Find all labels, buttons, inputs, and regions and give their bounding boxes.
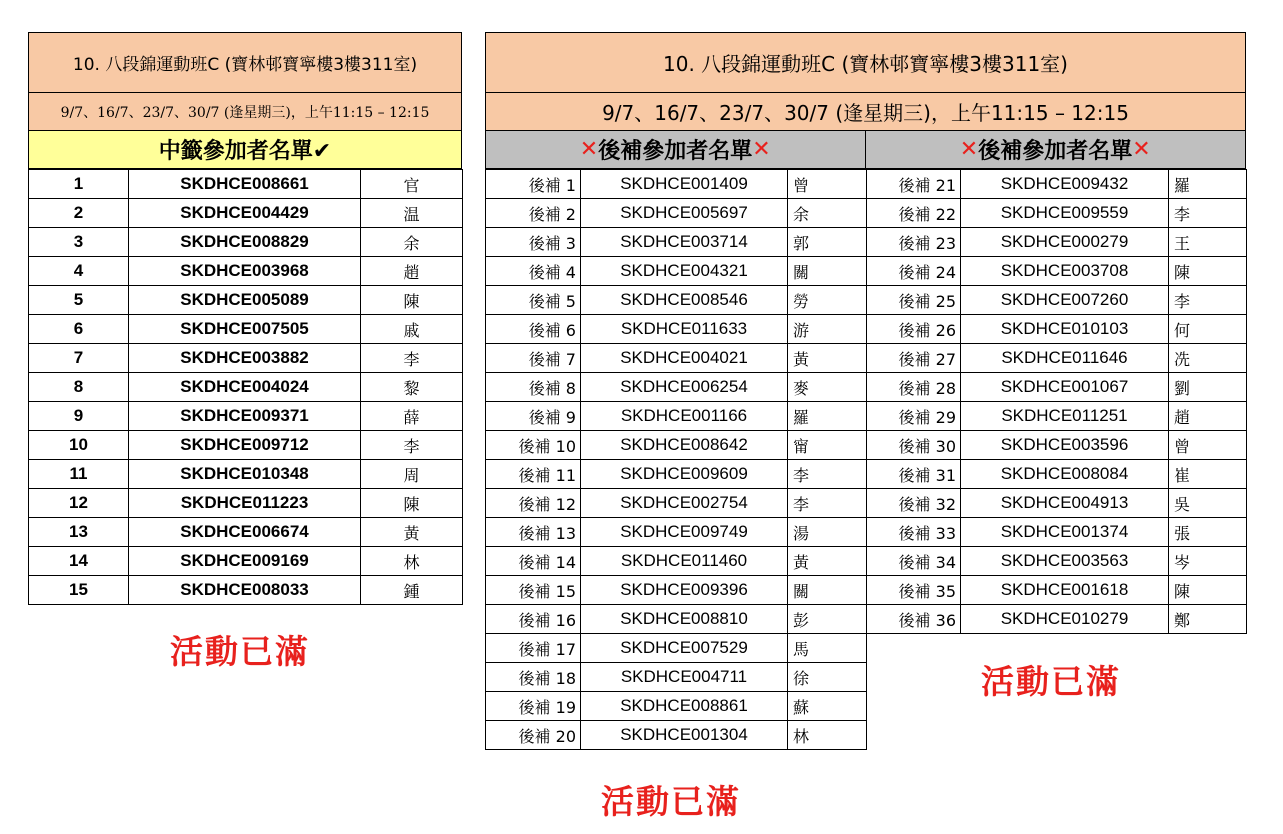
cell-code: SKDHCE008084	[961, 460, 1169, 489]
cell-label: 後補 3	[486, 228, 581, 257]
cell-label: 後補 21	[867, 170, 961, 199]
cell-code: SKDHCE011646	[961, 344, 1169, 373]
class-title-right: 10. 八段錦運動班C (寶林邨寶寧樓3樓311室)	[485, 32, 1246, 93]
cell-name: 關	[788, 257, 867, 286]
cross-icon: ✕	[579, 137, 599, 162]
cross-icon: ✕	[1132, 137, 1151, 162]
table-row	[486, 373, 867, 402]
cell-name: 湯	[788, 518, 867, 547]
cell-code: SKDHCE009169	[129, 547, 361, 576]
cell-no: 8	[29, 373, 129, 402]
cell-code: SKDHCE001618	[961, 576, 1169, 605]
cell-code: SKDHCE001409	[581, 170, 788, 199]
cell-label: 後補 2	[486, 199, 581, 228]
cell-name: 麥	[788, 373, 867, 402]
cell-name: 趙	[1169, 402, 1247, 431]
cell-code: SKDHCE006674	[129, 518, 361, 547]
cell-name: 陳	[361, 489, 463, 518]
full-notice-right: 活動已滿	[981, 662, 1121, 701]
cell-name: 李	[1169, 199, 1247, 228]
cell-label: 後補 22	[867, 199, 961, 228]
cell-name: 黎	[361, 373, 463, 402]
cell-code: SKDHCE009371	[129, 402, 361, 431]
cell-no: 4	[29, 257, 129, 286]
cell-code: SKDHCE008861	[581, 692, 788, 721]
table-row	[486, 518, 867, 547]
table-row	[867, 344, 1247, 373]
cell-name: 徐	[788, 663, 867, 692]
cell-name: 彭	[788, 605, 867, 634]
cell-name: 李	[788, 489, 867, 518]
cell-label: 後補 5	[486, 286, 581, 315]
cell-code: SKDHCE001067	[961, 373, 1169, 402]
table-row	[29, 257, 463, 286]
cell-no: 10	[29, 431, 129, 460]
table-row	[867, 199, 1247, 228]
table-row	[29, 489, 463, 518]
cell-label: 後補 19	[486, 692, 581, 721]
winners-heading: 中籤參加者名單✔	[28, 131, 462, 169]
table-row	[867, 315, 1247, 344]
waitlist-table-b	[866, 169, 1247, 634]
cell-label: 後補 18	[486, 663, 581, 692]
table-row	[29, 431, 463, 460]
table-row	[486, 228, 867, 257]
table-row	[486, 489, 867, 518]
cell-name: 羅	[788, 402, 867, 431]
table-row	[29, 199, 463, 228]
winners-panel	[28, 32, 462, 605]
cell-code: SKDHCE000279	[961, 228, 1169, 257]
cross-icon: ✕	[752, 137, 771, 162]
cell-label: 後補 12	[486, 489, 581, 518]
cell-name: 崔	[1169, 460, 1247, 489]
cell-no: 5	[29, 286, 129, 315]
cell-name: 黃	[788, 547, 867, 576]
cell-name: 關	[788, 576, 867, 605]
cell-label: 後補 11	[486, 460, 581, 489]
cell-label: 後補 17	[486, 634, 581, 663]
cell-name: 薛	[361, 402, 463, 431]
table-row	[867, 257, 1247, 286]
waitlist-heading-a: ✕ 後補參加者名單 ✕	[485, 131, 866, 169]
cell-code: SKDHCE003708	[961, 257, 1169, 286]
cell-name: 蘇	[788, 692, 867, 721]
cell-code: SKDHCE010103	[961, 315, 1169, 344]
cell-no: 12	[29, 489, 129, 518]
cell-code: SKDHCE008642	[581, 431, 788, 460]
cell-name: 游	[788, 315, 867, 344]
table-row	[867, 373, 1247, 402]
cell-no: 11	[29, 460, 129, 489]
cell-name: 黃	[788, 344, 867, 373]
cell-code: SKDHCE004021	[581, 344, 788, 373]
table-row	[486, 286, 867, 315]
table-row	[867, 489, 1247, 518]
table-row	[29, 344, 463, 373]
cell-no: 3	[29, 228, 129, 257]
cell-code: SKDHCE007260	[961, 286, 1169, 315]
cell-name: 李	[361, 344, 463, 373]
table-row	[867, 286, 1247, 315]
cell-label: 後補 35	[867, 576, 961, 605]
cell-name: 周	[361, 460, 463, 489]
cell-code: SKDHCE001166	[581, 402, 788, 431]
cell-name: 温	[361, 199, 463, 228]
cell-label: 後補 15	[486, 576, 581, 605]
cell-code: SKDHCE001304	[581, 721, 788, 750]
cell-label: 後補 1	[486, 170, 581, 199]
table-row	[486, 257, 867, 286]
cell-name: 李	[1169, 286, 1247, 315]
table-row	[29, 547, 463, 576]
cell-name: 劉	[1169, 373, 1247, 402]
cell-code: SKDHCE009749	[581, 518, 788, 547]
cell-code: SKDHCE005089	[129, 286, 361, 315]
cell-code: SKDHCE009609	[581, 460, 788, 489]
cell-name: 甯	[788, 431, 867, 460]
cell-label: 後補 6	[486, 315, 581, 344]
cell-label: 後補 26	[867, 315, 961, 344]
table-row	[29, 373, 463, 402]
cell-label: 後補 20	[486, 721, 581, 750]
cell-name: 李	[361, 431, 463, 460]
cell-label: 後補 36	[867, 605, 961, 634]
cell-name: 趙	[361, 257, 463, 286]
full-notice-mid: 活動已滿	[601, 782, 741, 821]
cell-label: 後補 33	[867, 518, 961, 547]
table-row	[867, 576, 1247, 605]
cell-no: 13	[29, 518, 129, 547]
cell-code: SKDHCE005697	[581, 199, 788, 228]
cell-label: 後補 13	[486, 518, 581, 547]
cell-code: SKDHCE004024	[129, 373, 361, 402]
class-schedule: 9/7、16/7、23/7、30/7 (逢星期三)，上午11:15 – 12:15	[28, 93, 462, 131]
cell-name: 李	[788, 460, 867, 489]
cell-code: SKDHCE004711	[581, 663, 788, 692]
table-row	[486, 199, 867, 228]
table-row	[486, 721, 867, 750]
table-row	[486, 547, 867, 576]
cell-code: SKDHCE007505	[129, 315, 361, 344]
table-row	[486, 431, 867, 460]
cell-name: 鍾	[361, 576, 463, 605]
table-row	[486, 692, 867, 721]
cell-code: SKDHCE002754	[581, 489, 788, 518]
cell-code: SKDHCE003968	[129, 257, 361, 286]
cell-name: 陳	[1169, 257, 1247, 286]
cell-name: 羅	[1169, 170, 1247, 199]
waitlist-table-a	[485, 169, 867, 750]
cross-icon: ✕	[959, 137, 979, 162]
class-schedule-right: 9/7、16/7、23/7、30/7 (逢星期三)，上午11:15 – 12:15	[485, 93, 1246, 131]
cell-label: 後補 32	[867, 489, 961, 518]
cell-no: 14	[29, 547, 129, 576]
table-row	[867, 431, 1247, 460]
cell-label: 後補 24	[867, 257, 961, 286]
waitlist-heading-b: ✕ 後補參加者名單 ✕	[866, 131, 1247, 169]
cell-name: 曾	[1169, 431, 1247, 460]
cell-label: 後補 30	[867, 431, 961, 460]
cell-name: 余	[361, 228, 463, 257]
cell-code: SKDHCE003596	[961, 431, 1169, 460]
table-row	[29, 576, 463, 605]
cell-name: 張	[1169, 518, 1247, 547]
cell-label: 後補 34	[867, 547, 961, 576]
table-row	[29, 315, 463, 344]
cell-no: 2	[29, 199, 129, 228]
table-row	[867, 228, 1247, 257]
cell-name: 黃	[361, 518, 463, 547]
cell-code: SKDHCE006254	[581, 373, 788, 402]
cell-no: 9	[29, 402, 129, 431]
cell-code: SKDHCE008033	[129, 576, 361, 605]
cell-name: 王	[1169, 228, 1247, 257]
cell-name: 郭	[788, 228, 867, 257]
cell-label: 後補 16	[486, 605, 581, 634]
cell-name: 林	[361, 547, 463, 576]
cell-name: 戚	[361, 315, 463, 344]
cell-label: 後補 14	[486, 547, 581, 576]
cell-name: 陳	[1169, 576, 1247, 605]
table-row	[867, 170, 1247, 199]
cell-code: SKDHCE003882	[129, 344, 361, 373]
cell-label: 後補 28	[867, 373, 961, 402]
cell-name: 岑	[1169, 547, 1247, 576]
cell-no: 1	[29, 170, 129, 199]
cell-code: SKDHCE010279	[961, 605, 1169, 634]
cell-label: 後補 4	[486, 257, 581, 286]
cell-label: 後補 25	[867, 286, 961, 315]
cell-code: SKDHCE011633	[581, 315, 788, 344]
cell-code: SKDHCE009396	[581, 576, 788, 605]
table-row	[486, 344, 867, 373]
table-row	[486, 402, 867, 431]
cell-code: SKDHCE009559	[961, 199, 1169, 228]
full-notice-left: 活動已滿	[170, 632, 310, 671]
cell-code: SKDHCE003563	[961, 547, 1169, 576]
class-title: 10. 八段錦運動班C (寶林邨寶寧樓3樓311室)	[28, 32, 462, 93]
cell-name: 冼	[1169, 344, 1247, 373]
table-row	[486, 170, 867, 199]
cell-code: SKDHCE008661	[129, 170, 361, 199]
cell-code: SKDHCE004429	[129, 199, 361, 228]
table-row	[29, 170, 463, 199]
cell-label: 後補 31	[867, 460, 961, 489]
table-row	[486, 460, 867, 489]
cell-name: 余	[788, 199, 867, 228]
cell-code: SKDHCE008546	[581, 286, 788, 315]
cell-label: 後補 9	[486, 402, 581, 431]
cell-name: 吳	[1169, 489, 1247, 518]
cell-label: 後補 7	[486, 344, 581, 373]
cell-name: 林	[788, 721, 867, 750]
cell-label: 後補 23	[867, 228, 961, 257]
table-row	[867, 402, 1247, 431]
cell-code: SKDHCE004321	[581, 257, 788, 286]
waitlist-panel	[485, 32, 1246, 750]
cell-label: 後補 8	[486, 373, 581, 402]
table-row	[29, 518, 463, 547]
cell-label: 後補 27	[867, 344, 961, 373]
winners-table	[28, 169, 463, 605]
table-row	[29, 286, 463, 315]
cell-no: 7	[29, 344, 129, 373]
table-row	[29, 460, 463, 489]
cell-code: SKDHCE009432	[961, 170, 1169, 199]
table-row	[486, 605, 867, 634]
cell-code: SKDHCE011223	[129, 489, 361, 518]
cell-code: SKDHCE007529	[581, 634, 788, 663]
cell-code: SKDHCE011251	[961, 402, 1169, 431]
cell-no: 15	[29, 576, 129, 605]
cell-name: 陳	[361, 286, 463, 315]
table-row	[29, 402, 463, 431]
cell-code: SKDHCE003714	[581, 228, 788, 257]
cell-name: 馬	[788, 634, 867, 663]
table-row	[867, 518, 1247, 547]
cell-name: 曾	[788, 170, 867, 199]
cell-code: SKDHCE008829	[129, 228, 361, 257]
cell-code: SKDHCE004913	[961, 489, 1169, 518]
table-row	[867, 605, 1247, 634]
cell-name: 官	[361, 170, 463, 199]
table-row	[486, 663, 867, 692]
cell-code: SKDHCE009712	[129, 431, 361, 460]
cell-no: 6	[29, 315, 129, 344]
cell-name: 勞	[788, 286, 867, 315]
table-row	[486, 576, 867, 605]
table-row	[867, 460, 1247, 489]
table-row	[486, 634, 867, 663]
table-row	[867, 547, 1247, 576]
cell-code: SKDHCE001374	[961, 518, 1169, 547]
cell-name: 何	[1169, 315, 1247, 344]
table-row	[486, 315, 867, 344]
table-row	[29, 228, 463, 257]
cell-code: SKDHCE008810	[581, 605, 788, 634]
cell-code: SKDHCE011460	[581, 547, 788, 576]
cell-name: 鄭	[1169, 605, 1247, 634]
cell-label: 後補 29	[867, 402, 961, 431]
cell-code: SKDHCE010348	[129, 460, 361, 489]
cell-label: 後補 10	[486, 431, 581, 460]
